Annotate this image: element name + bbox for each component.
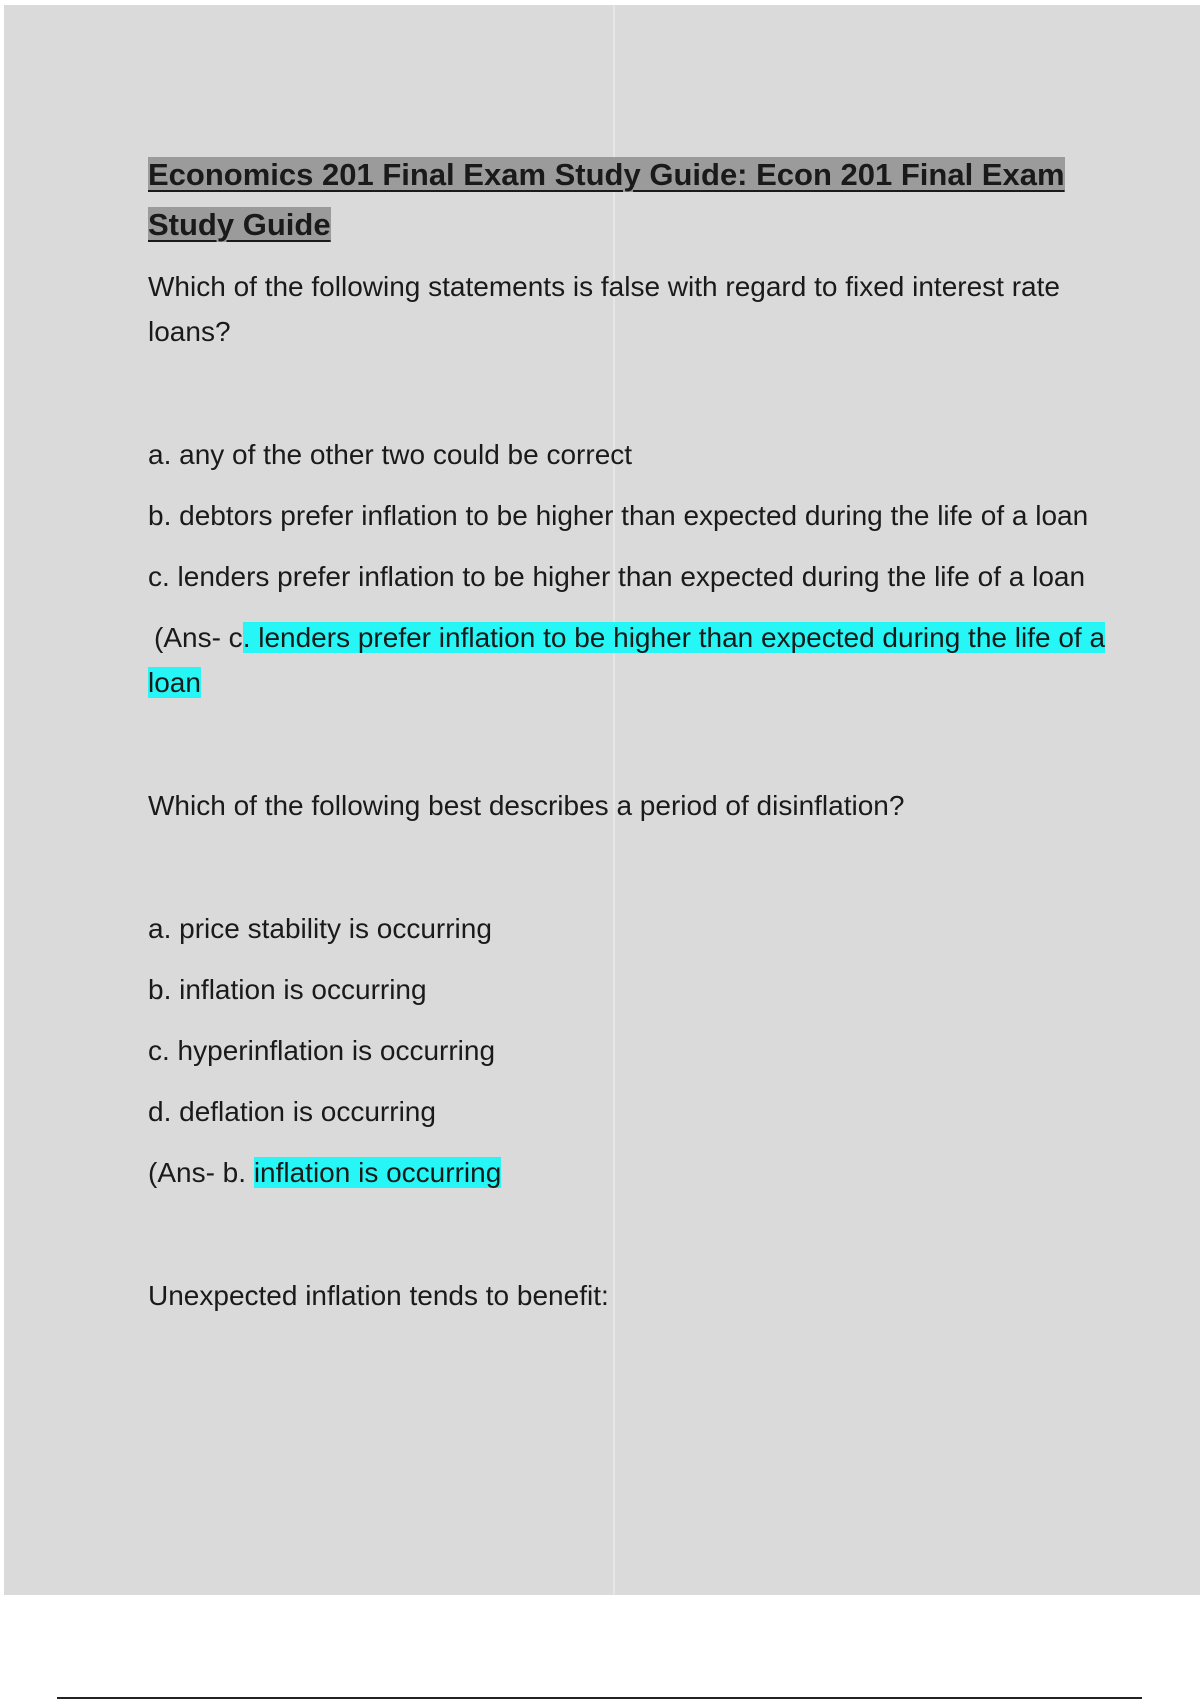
question-1-prompt: Which of the following statements is false with regard to fixed interest rate loans? — [148, 271, 1060, 347]
question-2-answer — [148, 1150, 1108, 1195]
question-1-option-c: c. lenders prefer inflation to be higher than expected during the life of a loan — [148, 561, 1086, 592]
question-1-answer-highlight: . lenders prefer inflation to be higher than expected during the life of a loan — [148, 622, 1106, 698]
question-3-prompt: Unexpected inflation tends to benefit: — [148, 1280, 609, 1311]
question-2-option-c: c. hyperinflation is occurring — [148, 1035, 496, 1066]
question-1-answer-prefix: (Ans- c — [154, 622, 243, 653]
question-1-option-a: a. any of the other two could be correct — [148, 439, 633, 470]
question-2-answer-highlight: inflation is occurring — [253, 1157, 502, 1188]
question-2-answer-prefix: (Ans- b. — [148, 1157, 254, 1188]
footer-rule — [57, 1697, 1142, 1699]
question-2-option-a: a. price stability is occurring — [148, 913, 492, 944]
question-2-option-b: b. inflation is occurring — [148, 974, 427, 1005]
document-title — [148, 150, 1108, 250]
question-2-option-d: d. deflation is occurring — [148, 1096, 436, 1127]
question-1-option-b: b. debtors prefer inflation to be higher than expected during the life of a loan — [148, 500, 1089, 531]
question-1-answer — [148, 615, 1108, 705]
document-content — [148, 150, 1108, 1318]
question-2-prompt: Which of the following best describes a period of disinflation? — [148, 790, 905, 821]
document-title-text: Economics 201 Final Exam Study Guide: Econ 201 Final Exam Study Guide — [148, 157, 1065, 242]
